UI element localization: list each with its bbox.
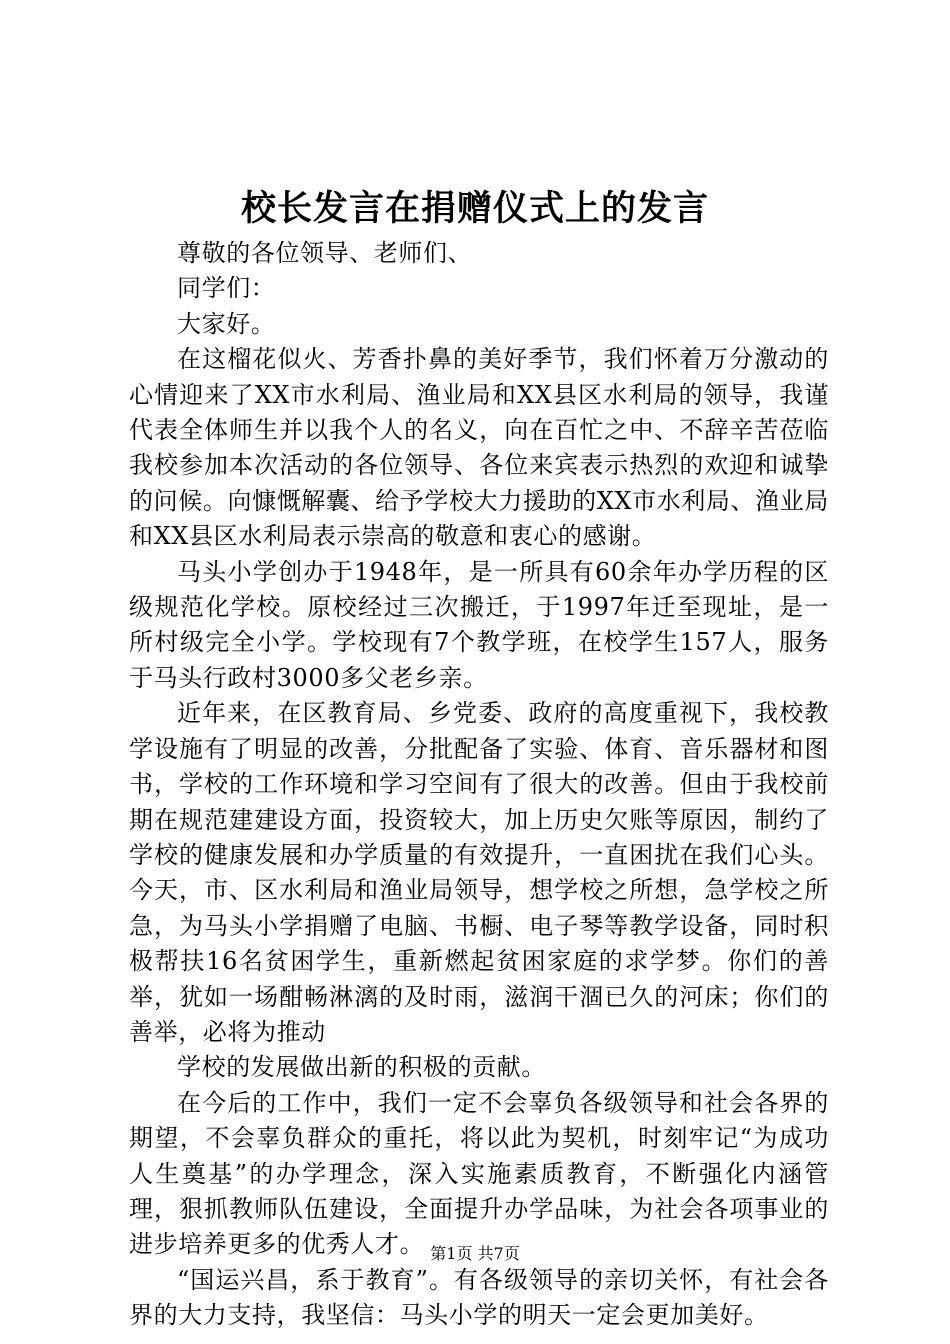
paragraph-welcome: 在这榴花似火、芳香扑鼻的美好季节，我们怀着万分激动的心情迎来了XX市水利局、渔业局和XX县区水利局的领导，我谨代表全体师生并以我个人的名义，向在百忙之中、不辞辛苦莅临我校参加本次活动的各位领导、各位来宾表示热烈的欢迎和诚挚的问候。向慷慨解囊、给予学校大力援助的XX市水利局、渔业局和XX县区水利局表示崇高的敬意和衷心的感谢。 [129, 345, 829, 551]
paragraph-school-history: 马头小学创办于1948年，是一所具有60余年办学历程的区级规范化学校。原校经过三次搬迁，于1997年迁至现址，是一所村级完全小学。学校现有7个教学班，在校学生157人，服务于马头行政村3000多父老乡亲。 [129, 557, 829, 692]
paragraph-closing: “国运兴昌，系于教育”。有各级领导的亲切关怀，有社会各界的大力支持，我坚信：马头小学的明天一定会更加美好。 [129, 1265, 829, 1330]
paragraph-recent-development: 近年来，在区教育局、乡党委、政府的高度重视下，我校教学设施有了明显的改善，分批配备了实验、体育、音乐器材和图书，学校的工作环境和学习空间有了很大的改善。但由于我校前期在规范建建设方面，投资较大，加上历史欠账等原因，制约了学校的健康发展和办学质量的有效提升，一直困扰在我们心头。今天，市、区水利局和渔业局领导，想学校之所想，急学校之所急，为马头小学捐赠了电脑、书橱、电子琴等教学设备，同时积极帮扶16名贫困学生，重新燃起贫困家庭的求学梦。你们的善举，犹如一场酣畅淋漓的及时雨，滋润干涸已久的河床；你们的善举，必将为推动 [129, 699, 829, 1046]
page-indicator: 第1页 共7页 [430, 1244, 520, 1263]
paragraph-future-work: 在今后的工作中，我们一定不会辜负各级领导和社会各界的期望，不会辜负群众的重托，将以此为契机，时刻牢记“为成功人生奠基”的办学理念，深入实施素质教育，不断强化内涵管理，狠抓教师队伍建设，全面提升办学品味，为社会各项事业的进步培养更多的优秀人才。 [129, 1088, 829, 1259]
greeting-line: 大家好。 [177, 309, 276, 338]
document-title: 校长发言在捐赠仪式上的发言 [240, 188, 709, 229]
salutation-line-1: 尊敬的各位领导、老师们、 [177, 239, 473, 267]
salutation-line-2: 同学们： [177, 274, 276, 303]
document-body [129, 236, 829, 1334]
paragraph-contribution: 学校的发展做出新的积极的贡献。 [177, 1053, 546, 1082]
